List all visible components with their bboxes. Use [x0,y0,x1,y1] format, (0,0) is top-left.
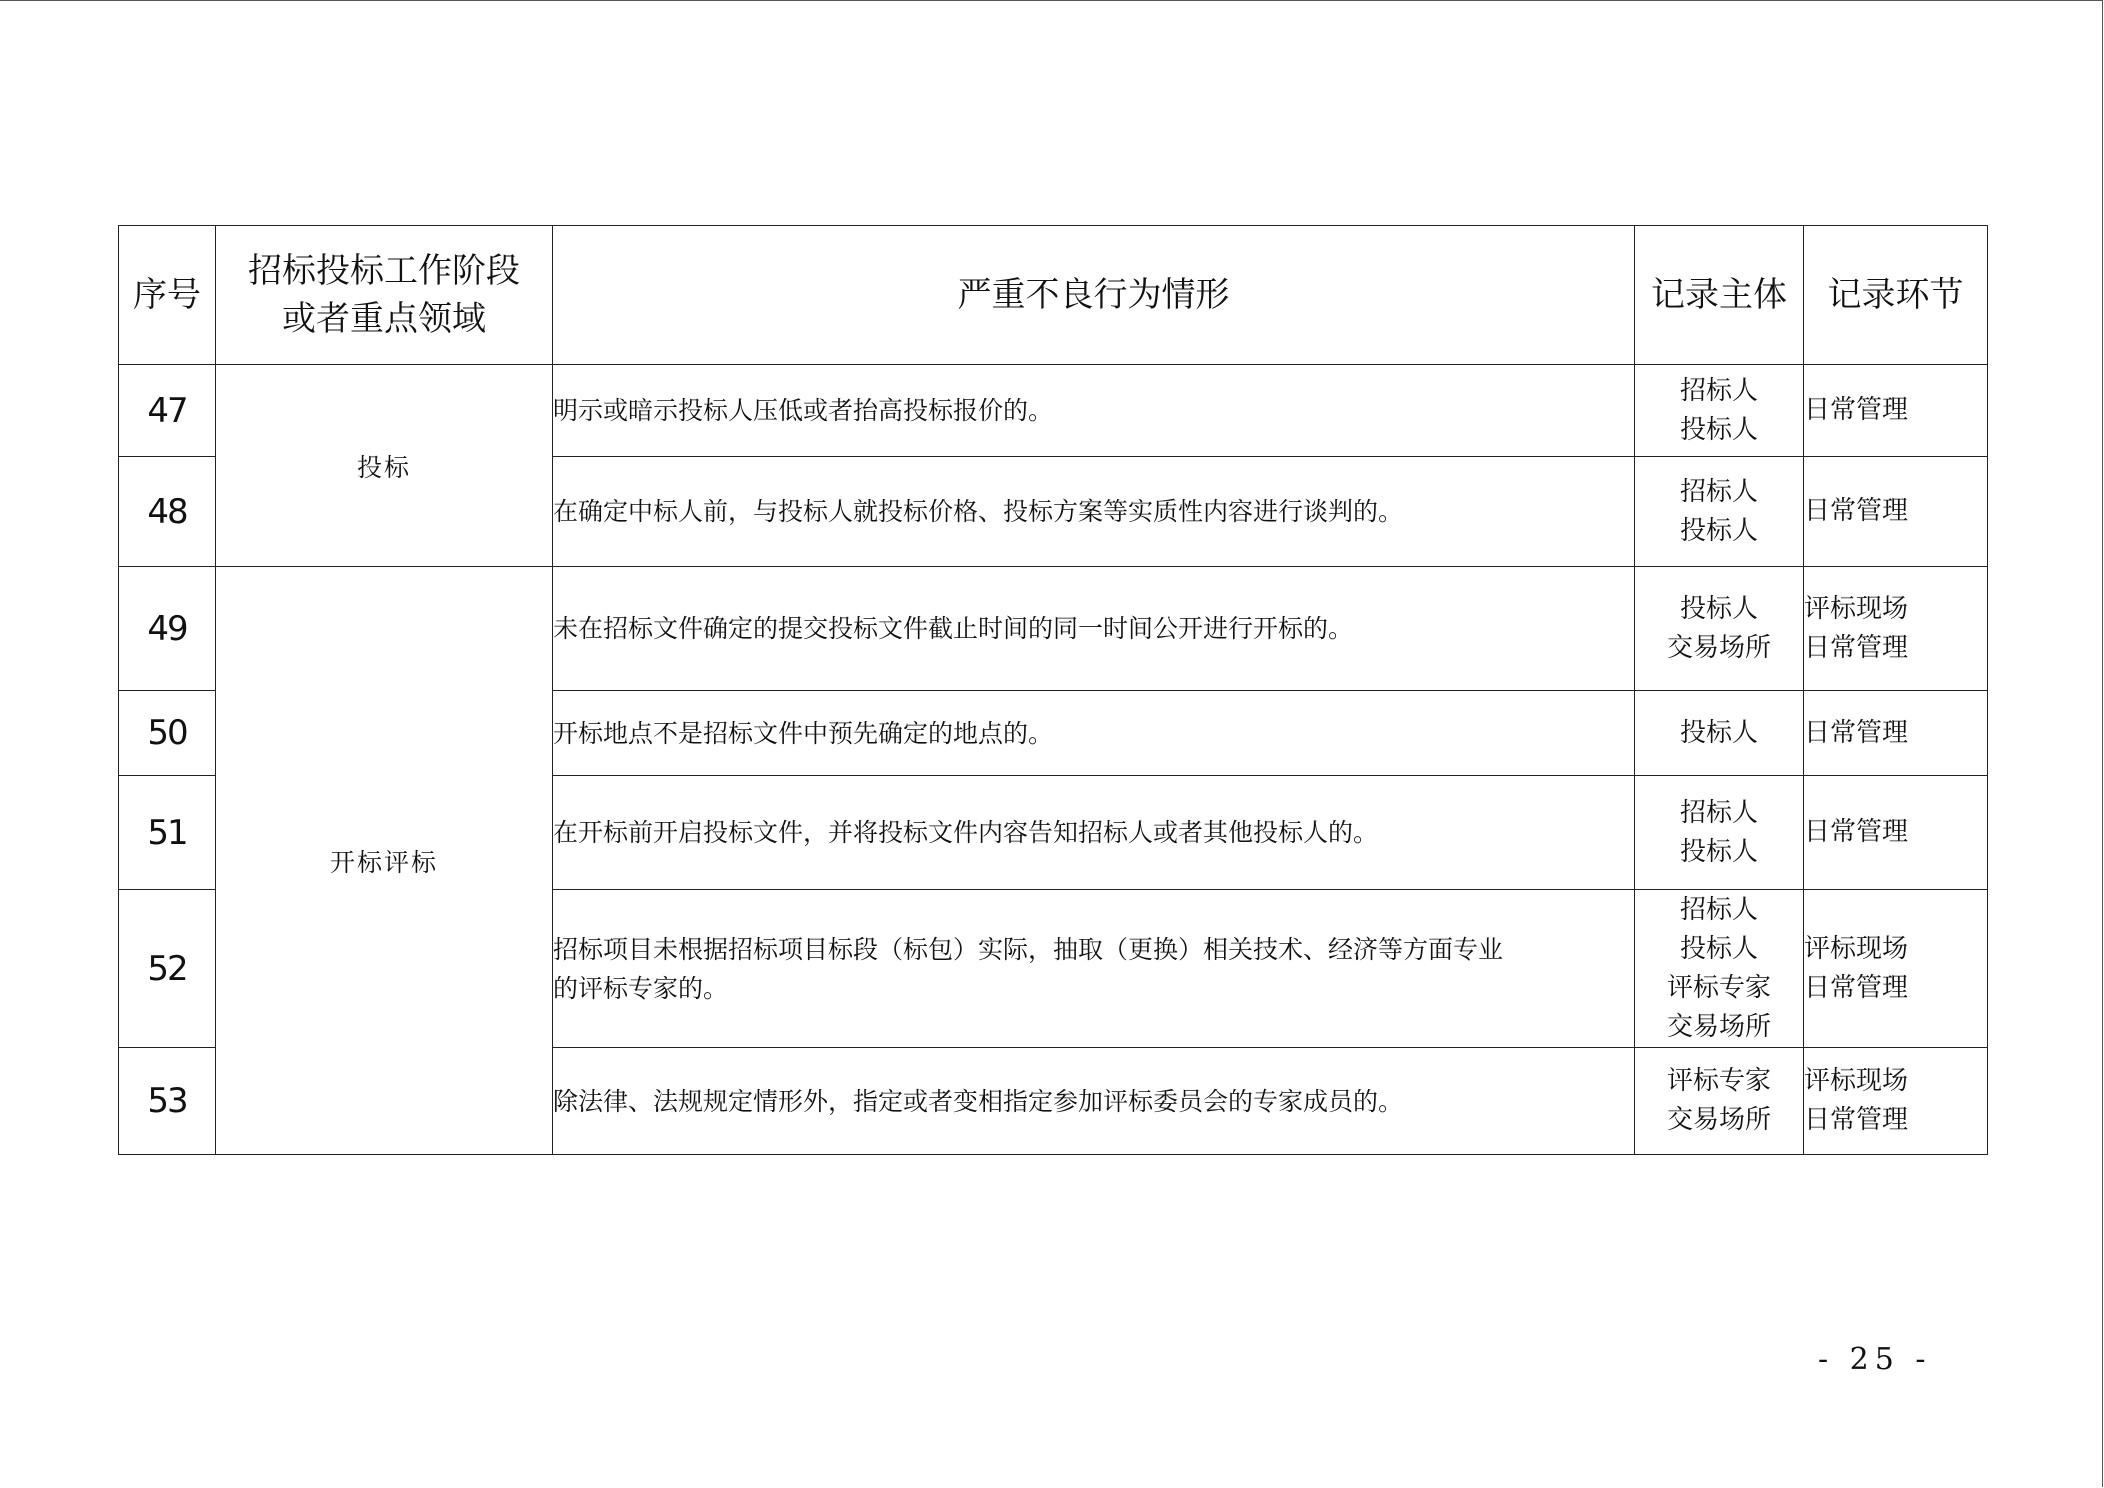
subject-cell [1635,691,1804,776]
subject-cell [1635,457,1804,567]
subject-item: 交易场所 [1666,1011,1771,1042]
subject-item: 评标专家 [1666,1066,1771,1096]
row-number: 52 [119,890,216,1048]
record-stage-cell [1804,365,1988,457]
subject-cell [1635,567,1804,691]
description-cell: 开标地点不是招标文件中预先确定的地点的。 [553,691,1635,776]
record-stage-cell [1804,1048,1988,1155]
subject-item: 投标人 [1679,515,1758,546]
subject-item: 投标人 [1679,836,1758,867]
record-stage-cell [1804,691,1988,776]
record-stage-item: 日常管理 [1804,817,1909,847]
description-cell: 在确定中标人前，与投标人就投标价格、投标方案等实质性内容进行谈判的。 [553,457,1635,567]
subject-item: 投标人 [1679,414,1758,445]
header-num: 序号 [119,226,216,365]
description-line: 招标项目未根据招标项目标段（标包）实际，抽取（更换）相关技术、经济等方面专业 [553,934,1504,964]
record-stage-item: 日常管理 [1804,1105,1909,1135]
row-number: 50 [119,691,216,776]
record-stage-item: 日常管理 [1804,632,1909,663]
subject-item: 投标人 [1679,933,1758,964]
subject-item: 投标人 [1679,593,1758,624]
description-cell: 除法律、法规规定情形外，指定或者变相指定参加评标委员会的专家成员的。 [553,1048,1635,1155]
subject-item: 投标人 [1679,717,1758,748]
row-number: 51 [119,776,216,890]
record-stage-item: 日常管理 [1804,717,1909,748]
record-stage-item: 评标现场 [1804,593,1909,624]
subject-item: 评标专家 [1666,972,1771,1003]
row-number: 48 [119,457,216,567]
subject-item: 交易场所 [1666,632,1771,663]
record-stage-cell [1804,776,1988,890]
header-stage [216,226,553,365]
record-stage-item: 评标现场 [1804,1066,1909,1096]
record-stage-item: 日常管理 [1804,496,1909,526]
subject-cell [1635,776,1804,890]
table-row [119,365,1988,457]
record-stage-item: 日常管理 [1804,972,1909,1003]
header-row [119,226,1988,365]
subject-item: 招标人 [1679,797,1758,828]
header-subject: 记录主体 [1635,226,1804,365]
description-line: 的评标专家的。 [553,973,729,1003]
description-cell: 明示或暗示投标人压低或者抬高投标报价的。 [553,365,1635,457]
header-record-stage: 记录环节 [1804,226,1988,365]
subject-cell [1635,1048,1804,1155]
row-number: 49 [119,567,216,691]
subject-cell [1635,890,1804,1048]
header-description: 严重不良行为情形 [553,226,1635,365]
header-stage-line2: 或者重点领域 [282,299,486,339]
page-number: - 25 - [1818,1342,1932,1377]
stage-cell: 投标 [216,365,553,567]
description-cell: 在开标前开启投标文件，并将投标文件内容告知招标人或者其他投标人的。 [553,776,1635,890]
record-stage-cell [1804,457,1988,567]
subject-item: 招标人 [1679,476,1758,507]
record-stage-item: 评标现场 [1804,933,1909,964]
subject-item: 招标人 [1679,375,1758,406]
table-row [119,567,1988,691]
record-stage-cell [1804,567,1988,691]
record-stage-item: 日常管理 [1804,395,1909,425]
subject-item: 交易场所 [1666,1105,1771,1135]
misconduct-table [118,225,1988,1155]
header-stage-line1: 招标投标工作阶段 [248,251,520,291]
record-stage-cell [1804,890,1988,1048]
description-cell [553,890,1635,1048]
subject-cell [1635,365,1804,457]
description-cell: 未在招标文件确定的提交投标文件截止时间的同一时间公开进行开标的。 [553,567,1635,691]
stage-cell: 开标评标 [216,567,553,1155]
row-number: 47 [119,365,216,457]
row-number: 53 [119,1048,216,1155]
subject-item: 招标人 [1679,894,1758,925]
